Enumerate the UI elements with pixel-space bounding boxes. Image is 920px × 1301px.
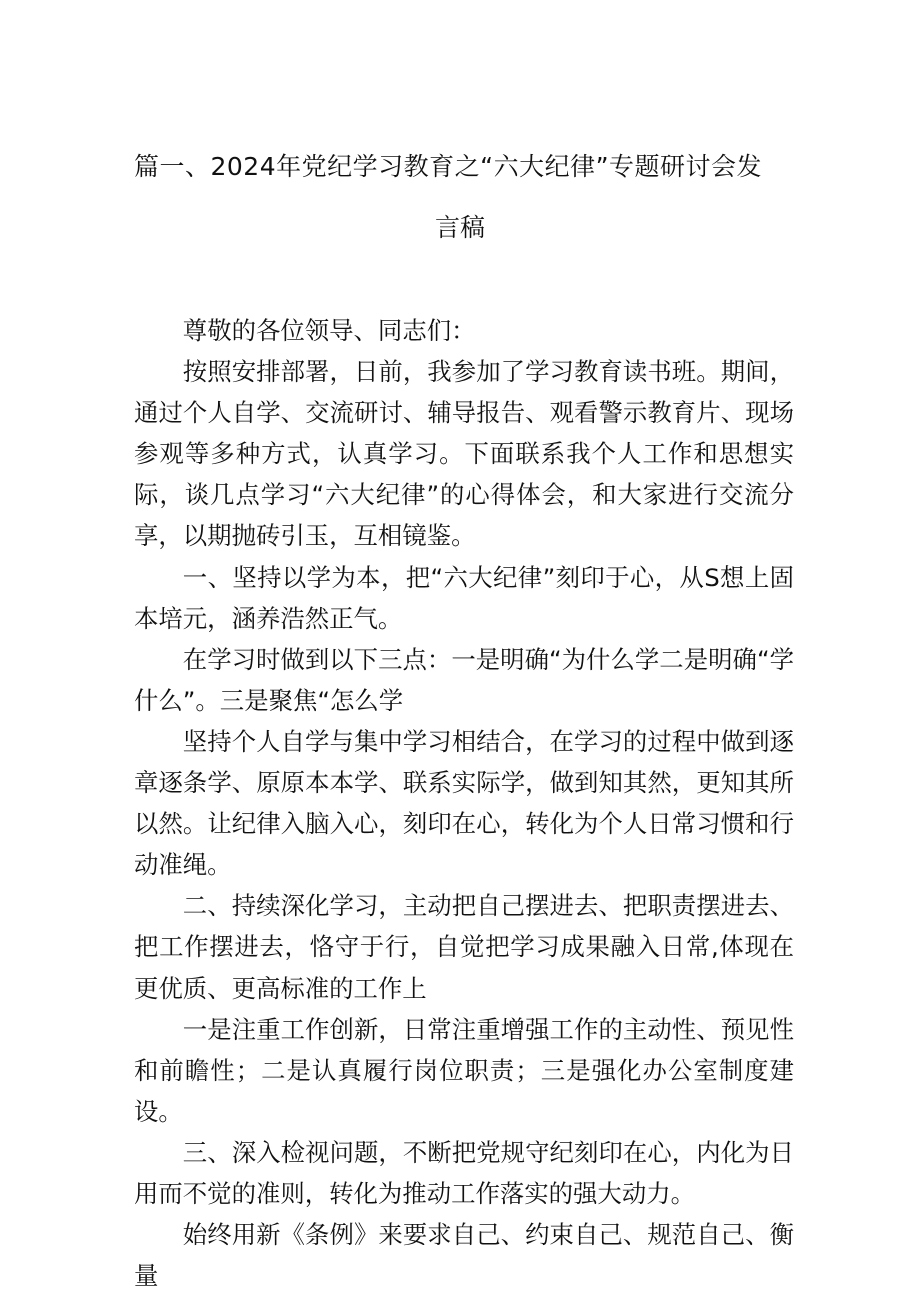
body-paragraph: 一是注重工作创新，日常注重增强工作的主动性、预见性和前瞻性；二是认真履行岗位职责；三是强化办公室制度建设。 (134, 1014, 794, 1126)
body-paragraph: 在学习时做到以下三点：一是明确“为什么学二是明确“学什么”。三是聚焦“怎么学 (134, 644, 794, 715)
salutation-paragraph: 尊敬的各位领导、同志们： (182, 316, 476, 345)
body-paragraph: 始终用新《条例》来要求自己、约束自己、规范自己、衡量 (134, 1220, 794, 1291)
section-heading-3: 三、深入检视问题，不断把党规守纪刻印在心，内化为日用而不觉的准则，转化为推动工作落实的强大动力。 (134, 1137, 794, 1208)
section-heading-1: 一、坚持以学为本，把“六大纪律”刻印于心，从S想上固本培元，涵养浩然正气。 (134, 562, 794, 633)
body-paragraph: 坚持个人自学与集中学习相结合，在学习的过程中做到逐章逐条学、原原本本学、联系实际学，做到知其然，更知其所以然。让纪律入脑入心，刻印在心，转化为个人日常习惯和行动准绳。 (134, 726, 794, 880)
body-paragraph: 按照安排部署，日前，我参加了学习教育读书班。期间，通过个人自学、交流研讨、辅导报告、观看警示教育片、现场参观等多种方式，认真学习。下面联系我个人工作和思想实际，谈几点学习“六大纪律”的心得体会，和大家进行交流分享，以期抛砖引玉，互相镜鉴。 (134, 357, 794, 551)
document-title-line-2: 言稿 (434, 213, 485, 242)
section-heading-2: 二、持续深化学习，主动把自己摆进去、把职责摆进去、把工作摆进去，恪守于行，自觉把学习成果融入日常,体现在更优质、更高标准的工作上 (134, 891, 794, 1003)
document-title-line-1: 篇一、2024年党纪学习教育之“六大纪律”专题研讨会发 (134, 152, 763, 181)
document-body (134, 310, 794, 1296)
